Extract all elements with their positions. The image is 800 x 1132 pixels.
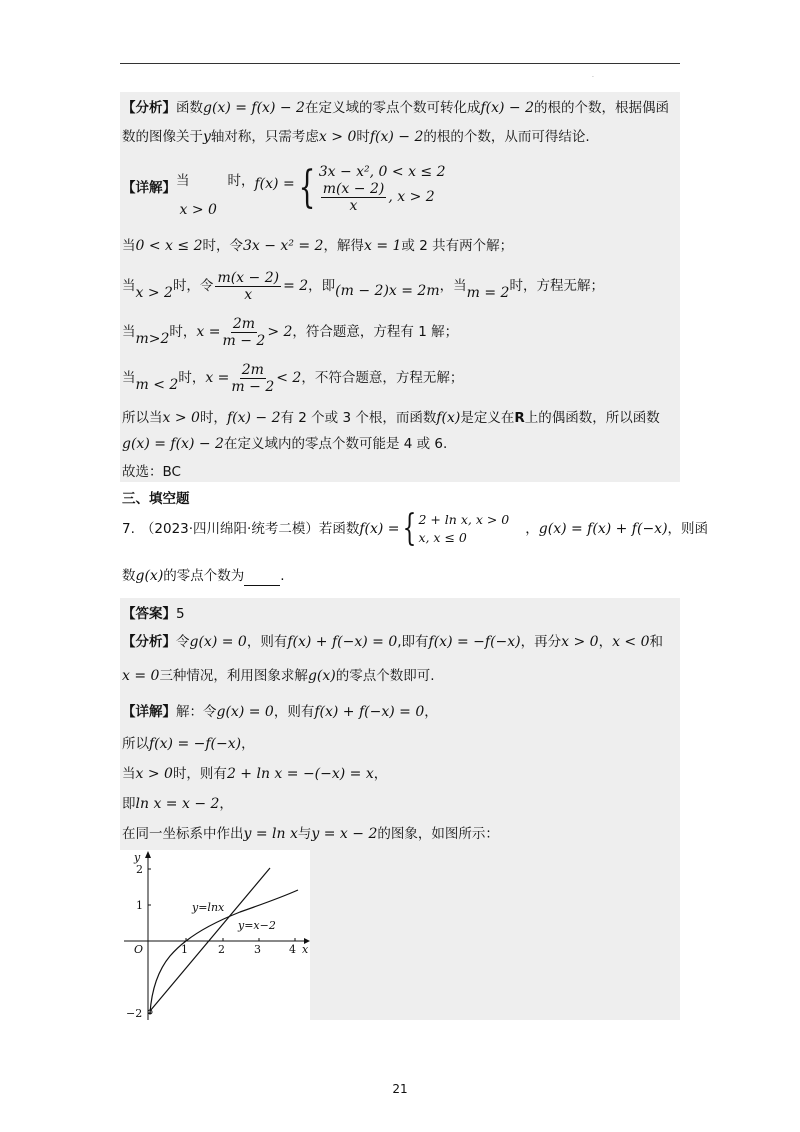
analysis-line-2: 数的图像关于y轴对称，只需考虑x > 0时f(x) − 2的根的个数，从而可得结论. [122,129,590,145]
detail-row-1: 当0 < x ≤ 2时，令3x − x² = 2，解得x = 1或 2 共有两个解； [122,238,514,254]
x-axis-label: x [302,943,309,956]
analysis-line-1: 【分析】函数g(x) = f(x) − 2在定义域的零点个数可转化成f(x) − 2的根的个数，根据偶函 [122,100,669,116]
xtick-2: 2 [218,943,225,956]
detail-piecewise: 【详解】 当 x > 0 时， f(x) = { 3x − x², 0 < x ≤ 2 $\frac{m(x - 2)}{x}$ , x > 2 [122,162,446,218]
header-rule [120,63,680,64]
detail-row-5: 所以当x > 0时，f(x) − 2有 2 个或 3 个根，而函数f(x)是定义在R上的偶函数，所以函数 [122,410,660,426]
detail2-line-3: 当x > 0时，则有2 + ln x = −(−x) = x， [122,766,388,782]
answer-blank[interactable] [244,571,280,586]
piecewise-cases: 3x − x², 0 < x ≤ 2 $\frac{m(x - 2)}{x}$ , x > 2 [318,163,446,214]
xtick-4: 4 [289,943,296,956]
ytick-1: 1 [136,899,143,912]
analysis2-line-1: 【分析】令g(x) = 0，则有f(x) + f(−x) = 0,即有f(x) = −f(−x)，再分x > 0，x < 0和 [122,634,663,650]
detail-row-4: 当 m < 2 时， x = $\frac{2m}{m - 2}$ < 2 ，不符合题意，方程无解； [122,361,464,395]
analysis2-line-2: x = 0三种情况，利用图象求解g(x)的零点个数即可. [122,668,435,684]
brace: { [298,162,316,213]
question-7-line-2: 数g(x)的零点个数为 . [122,568,285,584]
y-axis-label: y [134,851,141,864]
detail-row-2: 当 x > 2 时，令 $\frac{m(x - 2)}{x}$ = 2 ，即 (m − 2)x = 2m ，当 m = 2 时，方程无解； [122,269,604,303]
xtick-3: 3 [254,943,261,956]
function-graph [120,850,310,1022]
page-number: 21 [392,1082,408,1096]
detail-label: 【详解】 [122,180,176,196]
choice-line: 故选：BC [122,464,181,480]
detail-row-6: g(x) = f(x) − 2在定义域内的零点个数可能是 4 或 6. [122,436,448,452]
ln-label: y=lnx [192,901,225,914]
detail-row-3: 当 m>2 时， x = $\frac{2m}{m - 2}$ > 2 ，符合题意，方程有 1 解； [122,315,459,349]
detail2-line-5: 在同一坐标系中作出y = ln x与y = x − 2的图象，如图所示： [122,826,499,842]
line-label: y=x−2 [238,919,276,932]
xtick-1: 1 [181,943,188,956]
origin-label: O [134,943,144,956]
ytick-2: 2 [136,863,143,876]
answer-line: 【答案】5 [122,606,185,622]
answer-value: 5 [176,606,185,622]
detail2-line-4: 即ln x = x − 2， [122,796,233,812]
header-mark: . [592,72,594,79]
question-7-line-1: 7. （2023·四川绵阳·统考二模）若函数 f(x) = { 2 + ln x, x > 0 x, x ≤ 0 ， g(x) = f(x) + f(−x) ，则函 [122,508,709,549]
analysis-label: 【分析】 [122,100,176,116]
detail2-line-1: 【详解】解：令g(x) = 0，则有f(x) + f(−x) = 0， [122,704,438,720]
detail2-line-2: 所以f(x) = −f(−x)， [122,736,255,752]
ytick-neg2: −2 [126,1007,143,1020]
section-heading: 三、填空题 [122,491,190,507]
